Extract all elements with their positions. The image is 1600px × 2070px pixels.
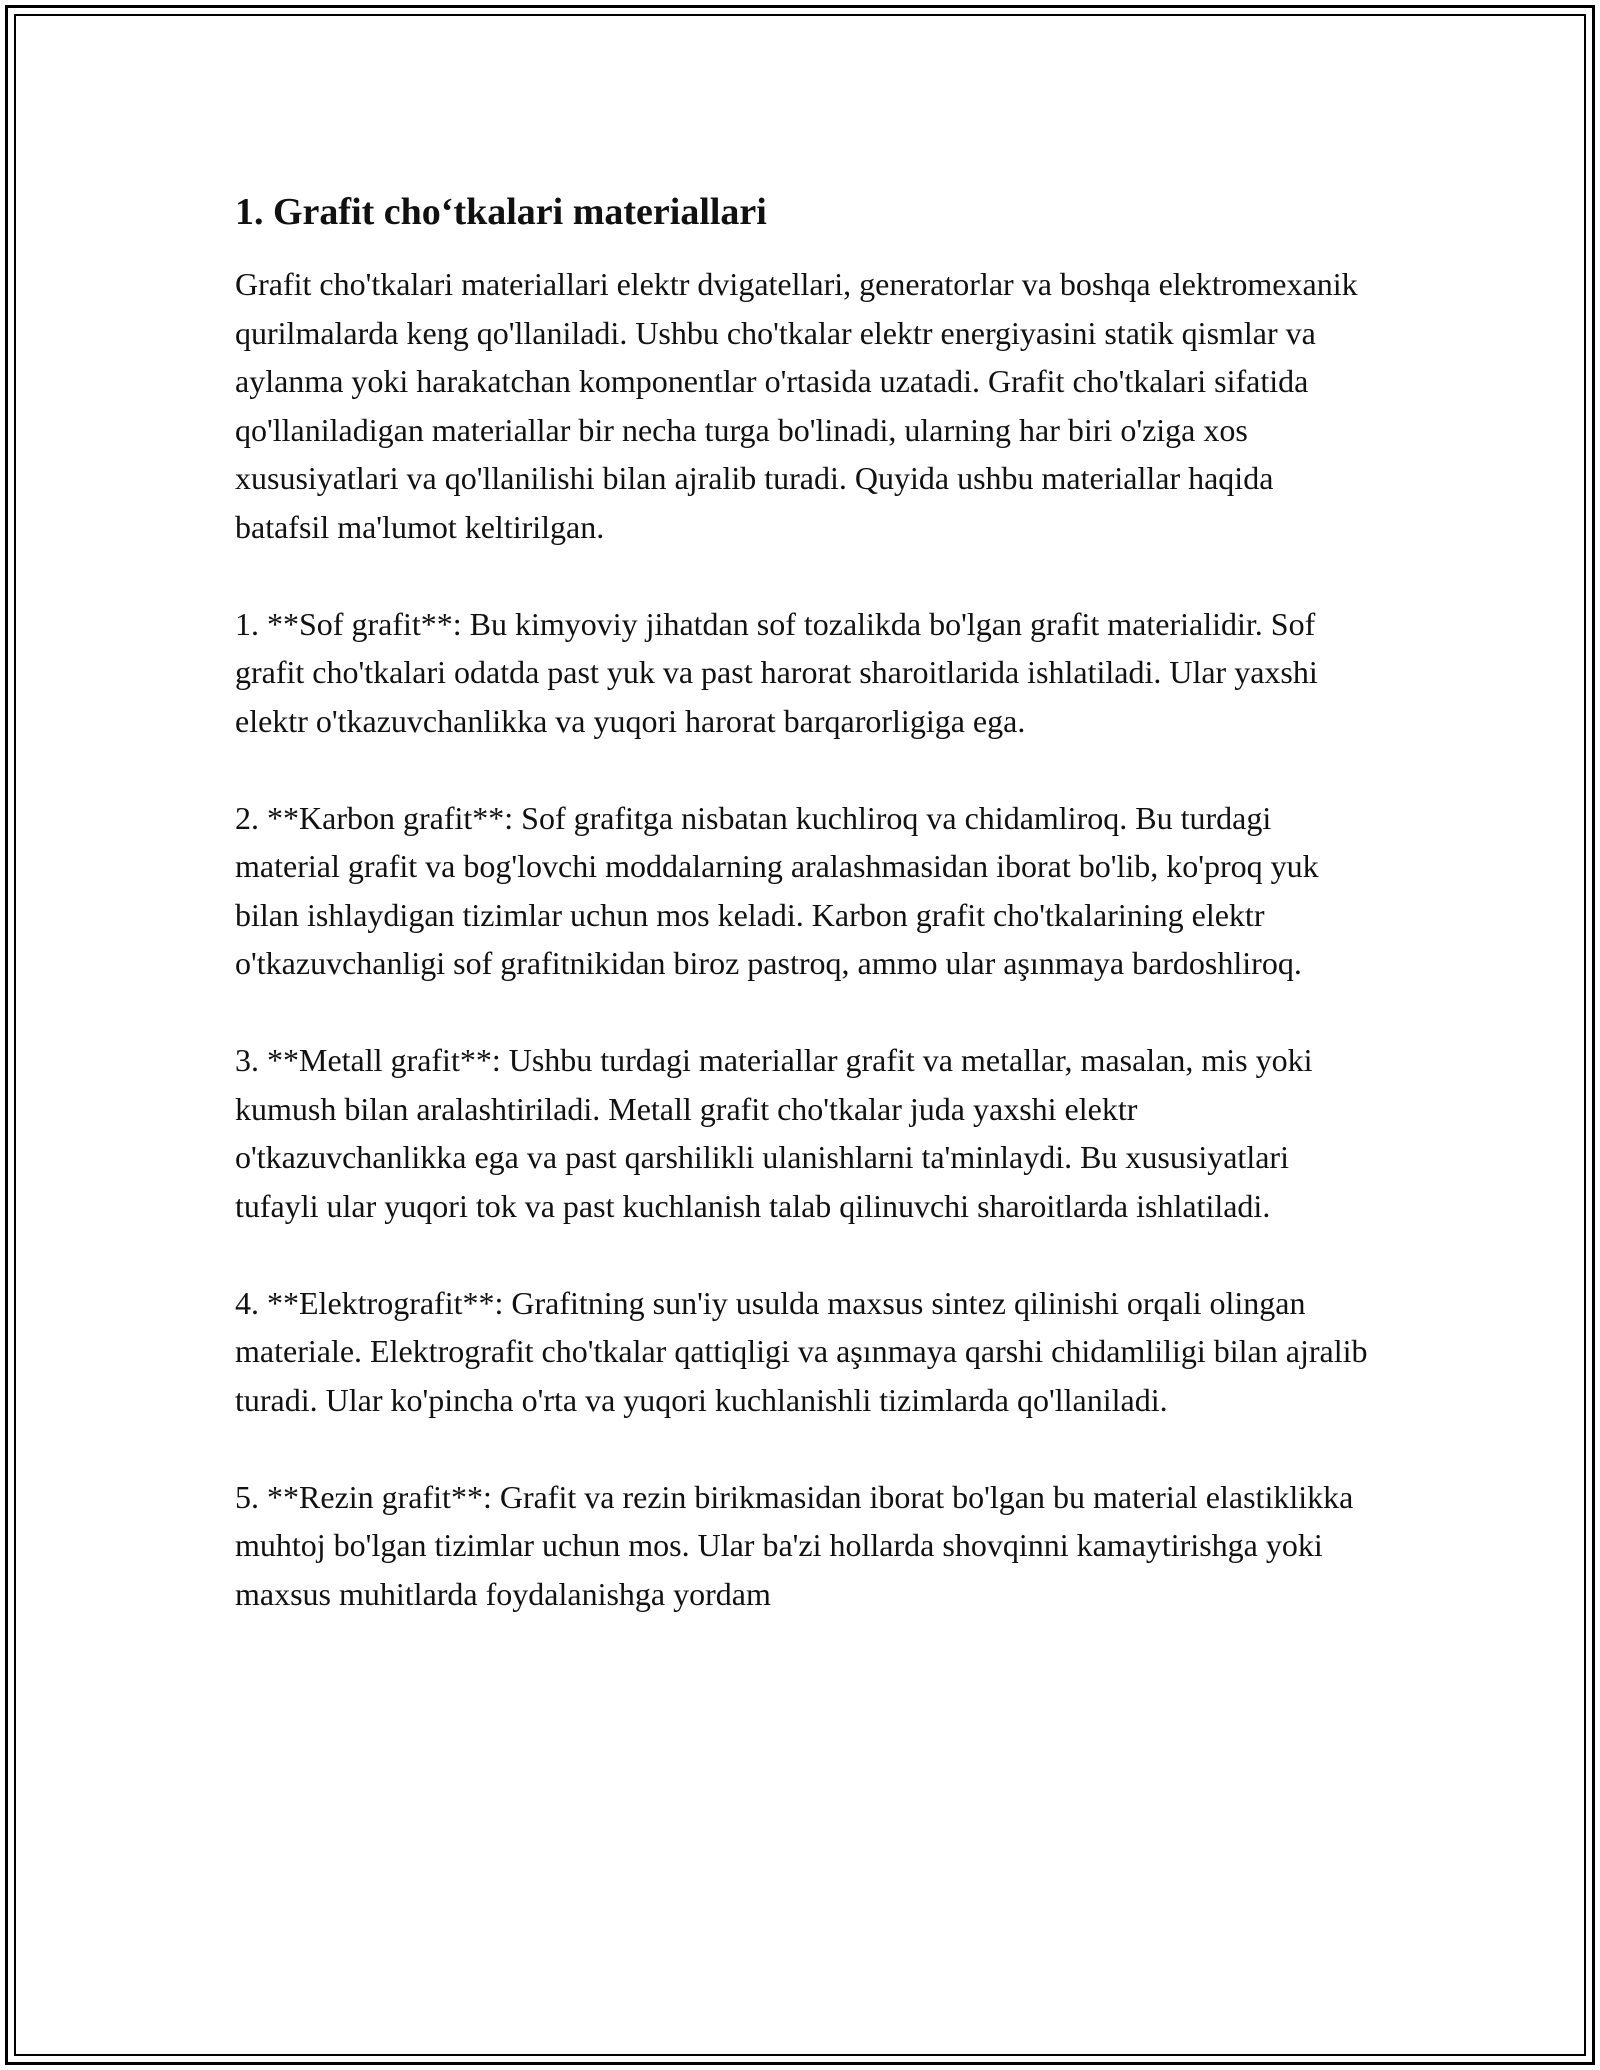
list-item-metall-grafit: 3. **Metall grafit**: Ushbu turdagi materiallar grafit va metallar, masalan, mis yoki kumush bilan aralashtiriladi. Metall grafit cho'tkalar juda yaxshi elektr o'tkazuvchanlikka ega va past qarshilikli ulanishlarni ta'minlaydi. Bu xususiyatlari tufayli ular yuqori tok va past kuchlanish talab qilinuvchi sharoitlarda ishlatiladi.: [235, 1042, 1313, 1224]
document-body: [235, 182, 1375, 1667]
list-item-karbon-grafit: 2. **Karbon grafit**: Sof grafitga nisbatan kuchliroq va chidamliroq. Bu turdagi material grafit va bog'lovchi moddalarning aralashmasidan iborat bo'lib, ko'proq yuk bilan ishlaydigan tizimlar uchun mos keladi. Karbon grafit cho'tkalarining elektr o'tkazuvchanligi sof grafitnikidan biroz pastroq, ammo ular aşınmaya bardoshliroq.: [235, 799, 1319, 981]
list-item-elektrografit: 4. **Elektrografit**: Grafitning sun'iy usulda maxsus sintez qilinishi orqali olingan materiale. Elektrografit cho'tkalar qattiqligi va aşınmaya qarshi chidamliligi bilan ajralib turadi. Ular ko'pincha o'rta va yuqori kuchlanishli tizimlarda qo'llaniladi.: [235, 1284, 1368, 1418]
section-heading: 1. Grafit cho‘tkalari materiallari: [235, 191, 767, 233]
intro-paragraph: Grafit cho'tkalari materiallari elektr dvigatellari, generatorlar va boshqa elektromexanik qurilmalarda keng qo'llaniladi. Ushbu cho'tkalar elektr energiyasini statik qismlar va aylanma yoki harakatchan komponentlar o'rtasida uzatadi. Grafit cho'tkalari sifatida qo'llaniladigan materiallar bir necha turga bo'linadi, ularning har biri o'ziga xos xususiyatlari va qo'llanilishi bilan ajralib turadi. Quyida ushbu materiallar haqida batafsil ma'lumot keltirilgan.: [235, 266, 1358, 545]
list-item-rezin-grafit: 5. **Rezin grafit**: Grafit va rezin birikmasidan iborat bo'lgan bu material elastiklikka muhtoj bo'lgan tizimlar uchun mos. Ular ba'zi hollarda shovqinni kamaytirishga yoki maxsus muhitlarda foydalanishga yordam: [235, 1478, 1354, 1612]
list-item-sof-grafit: 1. **Sof grafit**: Bu kimyoviy jihatdan sof tozalikda bo'lgan grafit materialidir. Sof grafit cho'tkalari odatda past yuk va past harorat sharoitlarida ishlatiladi. Ular yaxshi elektr o'tkazuvchanlikka va yuqori harorat barqarorligiga ega.: [235, 605, 1318, 739]
